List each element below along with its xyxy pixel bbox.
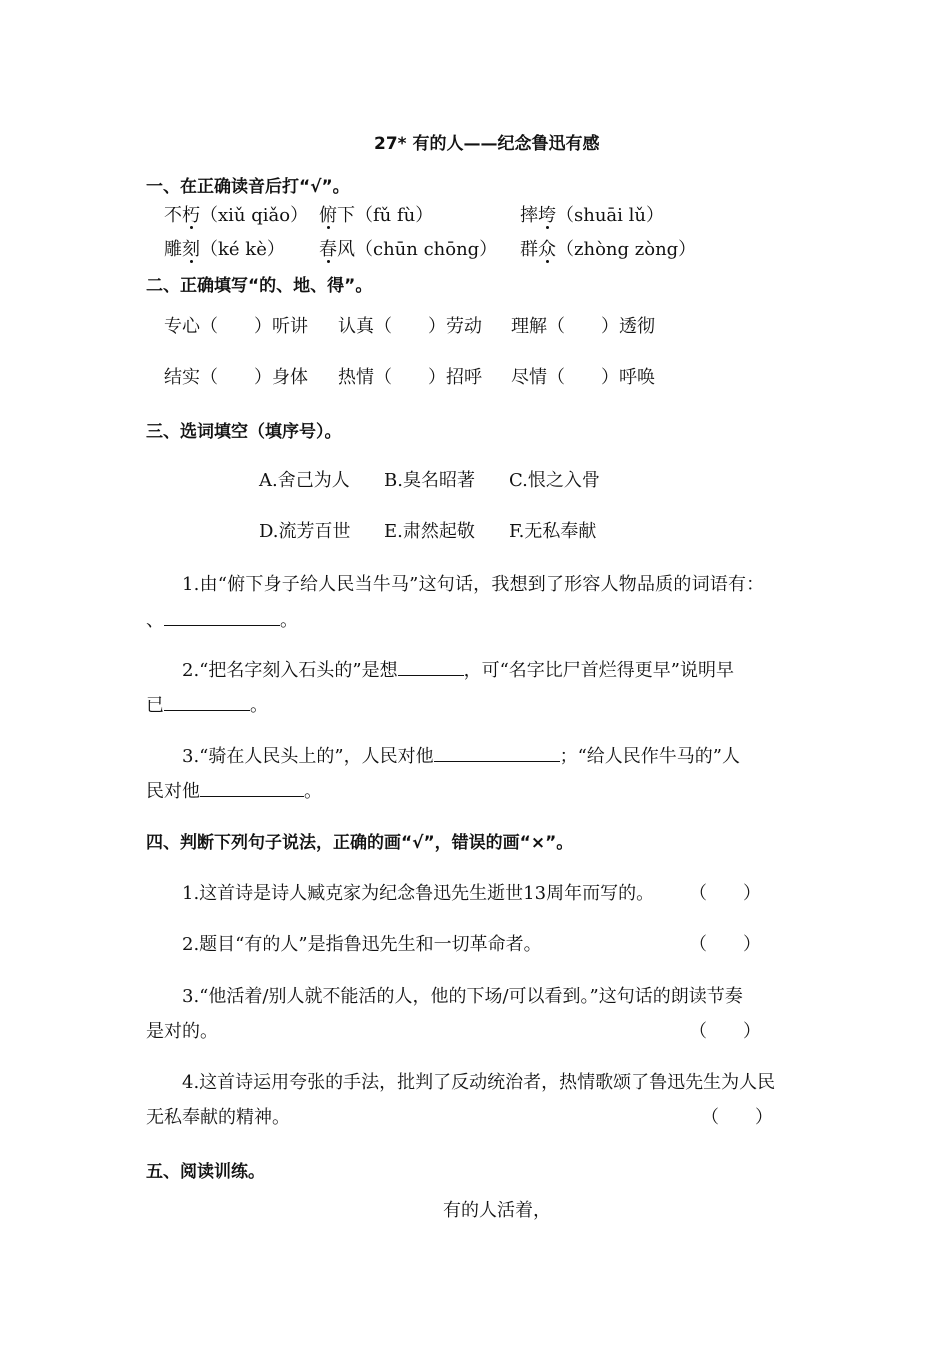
section3-heading: 三、选词填空（填序号）。 — [146, 422, 342, 442]
judge-paren-4[interactable]: （ ） — [701, 1107, 773, 1128]
judge-paren-2[interactable]: （ ） — [689, 934, 761, 955]
question-2-line-1: 2.“把名字刻入石头的”是想 ，可“名字比尸首烂得更早”说明早 — [182, 660, 734, 681]
pinyin-item-3: 摔垮（shuāi lǔ） — [520, 205, 664, 226]
judge-statement-1: 1.这首诗是诗人臧克家为纪念鲁迅先生逝世13周年而写的。 — [182, 883, 655, 904]
section4-heading: 四、判断下列句子说法，正确的画“√”，错误的画“×”。 — [146, 833, 574, 853]
judge-statement-4-line-1: 4.这首诗运用夸张的手法，批判了反动统治者，热情歌颂了鲁迅先生为人民 — [182, 1072, 776, 1093]
fill-item-3: 理解（ ）透彻 — [511, 316, 655, 337]
judge-statement-3-line-1: 3.“他活着/别人就不能活的人，他的下场/可以看到。”这句话的朗读节奏 — [182, 986, 743, 1007]
pinyin-item-1: 不朽（xiǔ qiǎo） — [164, 205, 309, 226]
answer-blank[interactable] — [434, 744, 560, 762]
section1-heading: 一、在正确读音后打“√”。 — [146, 177, 350, 197]
poem-line-1: 有的人活着， — [443, 1200, 551, 1221]
fill-item-5: 热情（ ）招呼 — [338, 367, 482, 388]
option-f: F.无私奉献 — [509, 521, 597, 542]
judge-statement-2: 2.题目“有的人”是指鲁迅先生和一切革命者。 — [182, 934, 542, 955]
pinyin-item-6: 群众（zhòng zòng） — [520, 239, 697, 260]
answer-blank[interactable] — [164, 608, 280, 626]
fill-item-6: 尽情（ ）呼唤 — [511, 367, 655, 388]
fill-item-4: 结实（ ）身体 — [164, 367, 308, 388]
option-e: E.肃然起敬 — [384, 521, 475, 542]
question-1-line-1: 1.由“俯下身子给人民当牛马”这句话，我想到了形容人物品质的词语有： — [182, 574, 765, 595]
judge-statement-3-line-2: 是对的。 — [146, 1021, 218, 1042]
answer-blank[interactable] — [398, 658, 464, 676]
answer-blank[interactable] — [164, 693, 250, 711]
pinyin-item-2: 俯下（fǔ fù） — [319, 205, 434, 226]
judge-paren-1[interactable]: （ ） — [689, 883, 761, 904]
fill-item-2: 认真（ ）劳动 — [338, 316, 482, 337]
question-3-line-1: 3.“骑在人民头上的”，人民对他 ；“给人民作牛马的”人 — [182, 746, 740, 767]
judge-statement-4-line-2: 无私奉献的精神。 — [146, 1107, 290, 1128]
question-3-line-2: 民对他 。 — [146, 781, 322, 802]
pinyin-item-4: 雕刻（ké kè） — [164, 239, 285, 260]
question-1-line-2: 、 。 — [146, 610, 298, 631]
option-c: C.恨之入骨 — [509, 470, 600, 491]
judge-paren-3[interactable]: （ ） — [689, 1021, 761, 1042]
answer-blank[interactable] — [200, 779, 304, 797]
option-a: A.舍己为人 — [259, 470, 350, 491]
section5-heading: 五、阅读训练。 — [146, 1162, 265, 1182]
option-b: B.臭名昭著 — [384, 470, 475, 491]
section2-heading: 二、正确填写“的、地、得”。 — [146, 276, 373, 296]
page-title: 27* 有的人——纪念鲁迅有感 — [374, 134, 600, 154]
fill-item-1: 专心（ ）听讲 — [164, 316, 308, 337]
pinyin-item-5: 春风（chūn chōng） — [319, 239, 498, 260]
question-2-line-2: 已 。 — [146, 695, 268, 716]
option-d: D.流芳百世 — [259, 521, 351, 542]
